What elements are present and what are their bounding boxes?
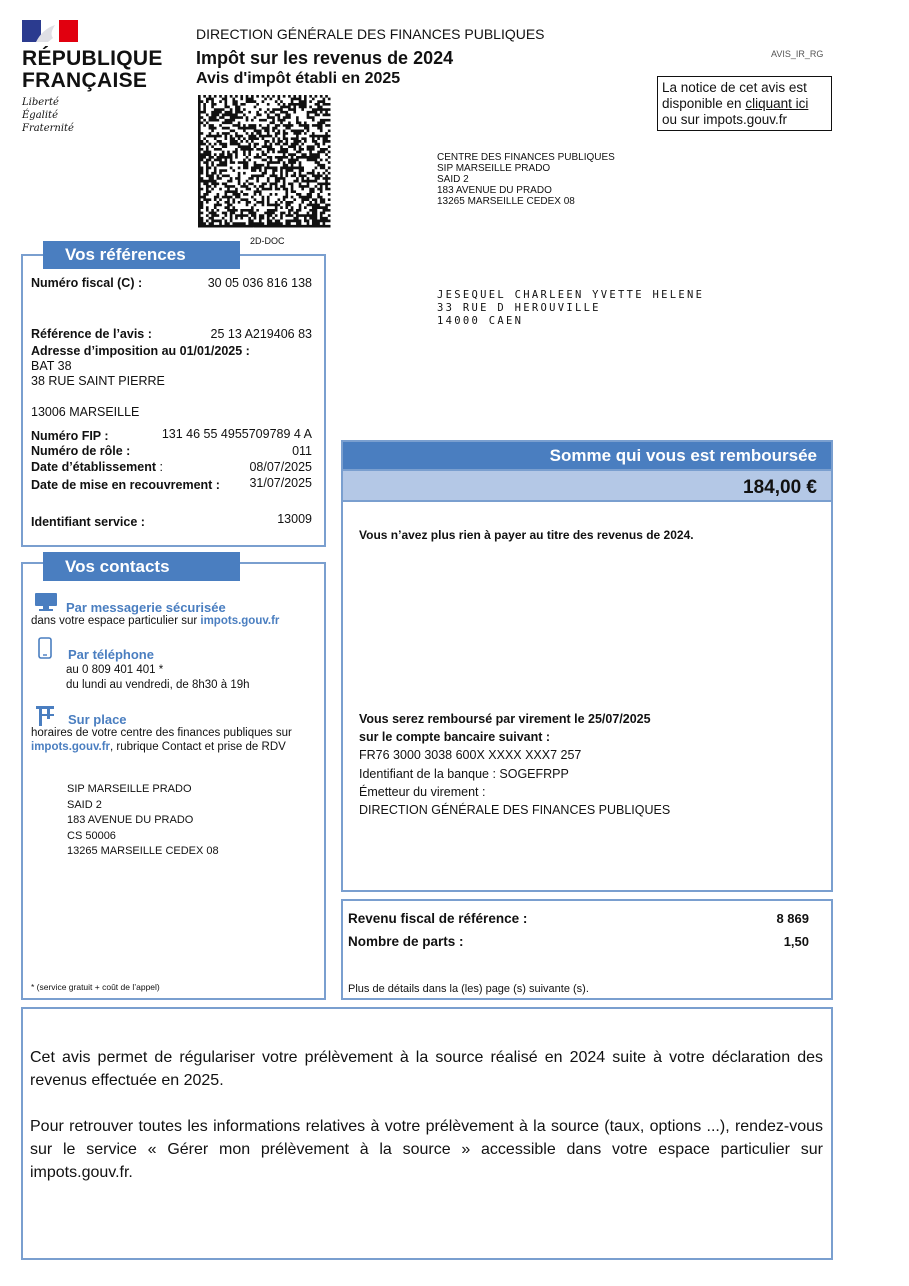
refund-amount: 184,00 € <box>343 469 831 502</box>
transfer-date: Vous serez remboursé par virement le 25/07/2025 <box>359 712 651 726</box>
logo-motto-egalite: Égalité <box>22 110 58 121</box>
parts-label: Nombre de parts : <box>348 934 464 949</box>
refund-title: Somme qui vous est remboursée <box>343 442 831 469</box>
sender-line: SAID 2 <box>437 174 469 185</box>
notice-ref-label: Référence de l’avis : <box>31 327 152 341</box>
logo-motto-liberte: Liberté <box>22 97 59 108</box>
rfr-label: Revenu fiscal de référence : <box>348 911 528 926</box>
onsite-text: horaires de votre centre des finances publiques sur <box>31 727 292 739</box>
recouv-date-value: 31/07/2025 <box>249 476 312 490</box>
service-id-label: Identifiant service : <box>31 515 145 529</box>
recouv-date-label: Date de mise en recouvrement : <box>31 478 220 492</box>
phone-hours: du lundi au vendredi, de 8h30 à 19h <box>66 679 250 691</box>
address-line: 13006 MARSEILLE <box>31 405 140 419</box>
issuer-label: Émetteur du virement : <box>359 785 486 799</box>
notice-link[interactable]: cliquant ici <box>745 96 809 111</box>
republique-logo <box>22 20 163 140</box>
etab-date-value: 08/07/2025 <box>249 460 312 474</box>
iban: FR76 3000 3038 600X XXXX XXX7 257 <box>359 748 582 762</box>
contact-address-line: SIP MARSEILLE PRADO <box>67 783 192 795</box>
barcode-label: 2D-DOC <box>250 236 285 246</box>
messaging-link[interactable]: impots.gouv.fr <box>200 615 280 627</box>
recipient-street: 33 RUE D HEROUVILLE <box>437 302 601 314</box>
onsite-text-rest: , rubrique Contact et prise de RDV <box>110 741 286 753</box>
etab-date-label: Date d’établissement <box>31 460 157 474</box>
fiscal-number-value: 30 05 036 816 138 <box>207 276 312 290</box>
phone-icon <box>38 637 52 659</box>
notice-line2: disponible en <box>662 96 746 111</box>
address-label: Adresse d’imposition au 01/01/2025 : <box>31 344 250 358</box>
logo-francaise: FRANÇAISE <box>22 69 148 92</box>
recipient-city: 14000 CAEN <box>437 315 524 327</box>
header-direction: DIRECTION GÉNÉRALE DES FINANCES PUBLIQUES <box>196 26 545 42</box>
contacts-footnote: * (service gratuit + coût de l’appel) <box>31 982 160 992</box>
logo-republique: RÉPUBLIQUE <box>22 47 163 70</box>
recipient-address <box>437 289 704 328</box>
notice-ref-value: 25 13 A219406 83 <box>210 327 312 341</box>
onsite-text-line2 <box>31 741 286 753</box>
contact-address-line: 13265 MARSEILLE CEDEX 08 <box>67 845 219 857</box>
messaging-text-line <box>31 615 279 627</box>
sender-address <box>437 152 615 207</box>
references-content <box>21 254 326 547</box>
rfr-value: 8 869 <box>776 911 809 926</box>
more-details: Plus de détails dans la (les) page (s) suivante (s). <box>348 983 589 995</box>
page-title: Impôt sur les revenus de 2024 <box>196 48 454 68</box>
bank-id: Identifiant de la banque : SOGEFRPP <box>359 767 569 781</box>
etab-date-colon: : <box>156 460 163 474</box>
fiscal-number-label: Numéro fiscal (C) : <box>31 276 143 290</box>
onsite-title: Sur place <box>68 712 127 727</box>
notice-line3: ou sur impots.gouv.fr <box>662 112 788 127</box>
fip-label: Numéro FIP : <box>31 429 109 443</box>
address-line: 38 RUE SAINT PIERRE <box>31 374 165 388</box>
issuer-name: DIRECTION GÉNÉRALE DES FINANCES PUBLIQUES <box>359 803 671 817</box>
phone-title: Par téléphone <box>68 647 154 662</box>
notice-box <box>657 76 832 131</box>
sender-line: 183 AVENUE DU PRADO <box>437 185 552 196</box>
sender-line: CENTRE DES FINANCES PUBLIQUES <box>437 152 615 163</box>
transfer-account-label: sur le compte bancaire suivant : <box>359 730 551 744</box>
messaging-text: dans votre espace particulier sur <box>31 615 201 627</box>
notice-line1: La notice de cet avis est <box>662 80 807 95</box>
sender-line: SIP MARSEILLE PRADO <box>437 163 551 174</box>
computer-icon <box>34 592 58 612</box>
role-label: Numéro de rôle : <box>31 444 131 458</box>
refund-box <box>341 440 833 892</box>
info-paragraph-1: Cet avis permet de régulariser votre prélèvement à la source réalisé en 2024 suite à votre déclaration des revenus effectuée en 2025. <box>30 1049 823 1089</box>
contact-address-line: CS 50006 <box>67 829 116 842</box>
contact-address-line: 183 AVENUE DU PRADO <box>67 814 194 826</box>
2d-doc-barcode <box>198 95 334 229</box>
logo-motto-fraternite: Fraternité <box>22 123 74 134</box>
contacts-title: Vos contacts <box>43 552 240 581</box>
phone-number: au 0 809 401 401 * <box>66 664 164 676</box>
service-id-value: 13009 <box>277 512 312 526</box>
contact-address-line: SAID 2 <box>67 798 102 811</box>
sender-line: 13265 MARSEILLE CEDEX 08 <box>437 196 575 207</box>
nothing-to-pay: Vous n’avez plus rien à payer au titre des revenus de 2024. <box>359 528 694 542</box>
barcode-modules <box>198 95 331 228</box>
references-title: Vos références <box>43 241 240 269</box>
contacts-box <box>21 562 326 1000</box>
contact-address <box>67 782 219 860</box>
counter-desk-icon <box>34 704 56 728</box>
parts-value: 1,50 <box>783 934 809 949</box>
page-subtitle: Avis d'impôt établi en 2025 <box>196 70 401 87</box>
doc-code: AVIS_IR_RG <box>771 49 824 59</box>
fip-value: 131 46 55 4955709789 4 A <box>161 427 312 441</box>
messaging-title: Par messagerie sécurisée <box>66 600 226 615</box>
info-paragraph-2: Pour retrouver toutes les informations relatives à votre prélèvement à la source (taux, options ...), rendez-vous sur le service « Gérer mon prélèvement à la source » accessible dans votre espace particulier sur impots.gouv.fr. <box>30 1118 823 1181</box>
role-value: 011 <box>292 444 312 458</box>
recipient-name: JESEQUEL CHARLEEN YVETTE HELENE <box>437 289 705 301</box>
address-line: BAT 38 <box>31 359 72 373</box>
marianne-flag-icon <box>22 20 78 42</box>
onsite-link[interactable]: impots.gouv.fr <box>31 741 111 753</box>
